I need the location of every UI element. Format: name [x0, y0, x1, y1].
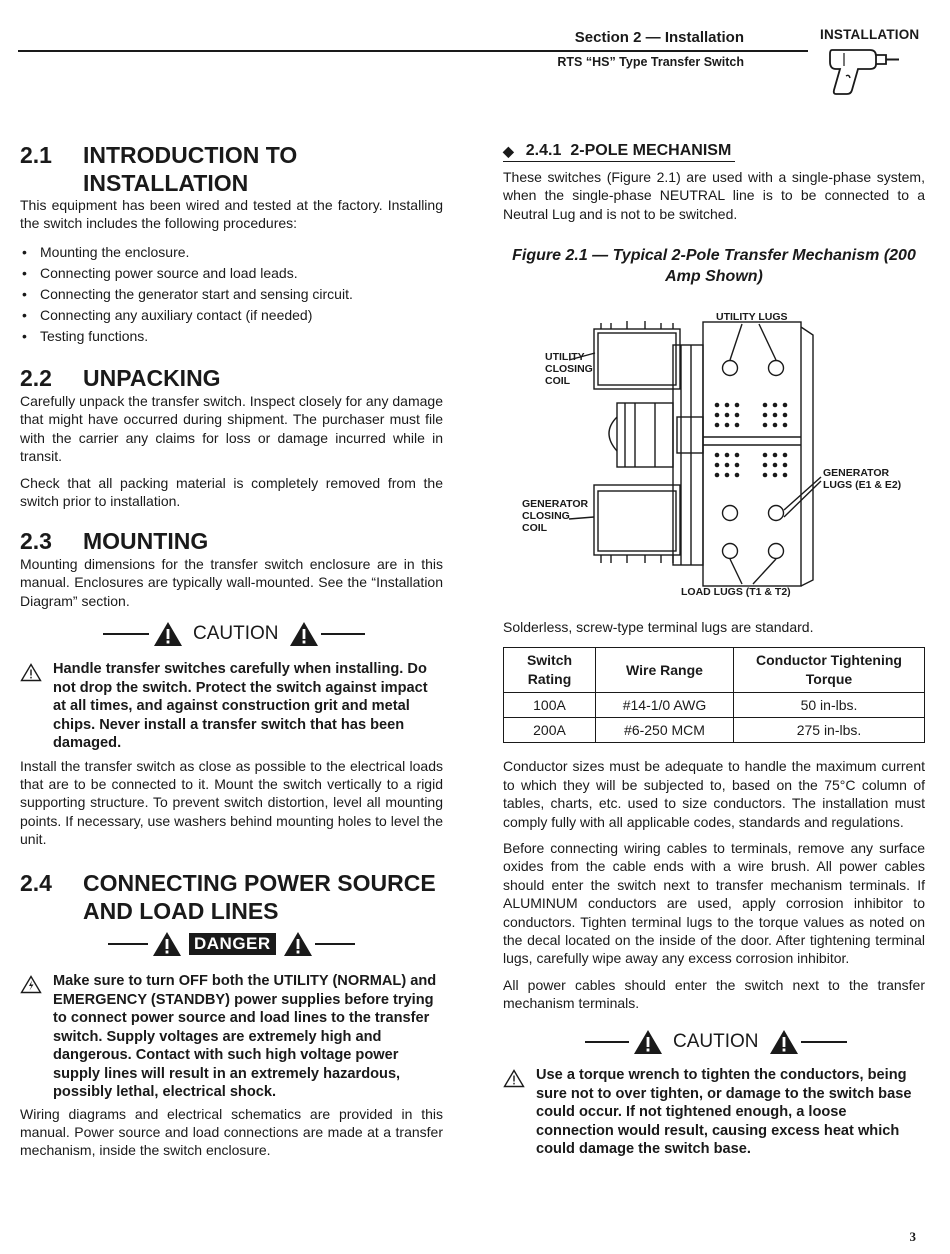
table-cell: #14-1/0 AWG — [596, 693, 734, 718]
load-lugs-label: LOAD LUGS (T1 & T2) — [681, 586, 791, 598]
warning-triangle-icon — [769, 1029, 799, 1055]
electric-hazard-icon — [20, 975, 42, 994]
table-header-row — [504, 648, 925, 693]
utility-closing-coil-label: UTILITY CLOSING COIL — [545, 351, 593, 387]
list-item: • Connecting any auxiliary contact (if needed) — [20, 305, 443, 326]
section-2-2-p1: Carefully unpack the transfer switch. Inspect closely for any damage that might have occurred during shipment. The purchaser must file with the carrier any claims for loss or damage incurred while in transit. — [20, 393, 443, 465]
table-row — [504, 718, 925, 743]
generator-closing-coil-label: GENERATOR CLOSING COIL — [522, 498, 589, 534]
diamond-bullet-icon: ◆ — [503, 142, 514, 159]
wiring-cables-paragraph: Before connecting wiring cables to terminals, remove any surface oxides from the cable ends with a wire brush. All power cables should enter the switch next to transfer mechanism terminals. If ALUMINUM conductors are used, apply corrosion inhibitor to conductors. Tighten terminal lugs to the torque values as noted on the decal located on the inside of the door. After tightening terminal lugs, carefully wipe away any excess corrosion inhibitor. — [503, 840, 925, 967]
lugs-paragraph: Solderless, screw-type terminal lugs are standard. — [503, 619, 814, 635]
caution-outline-icon — [503, 1069, 525, 1088]
section-2-4-1-heading: ◆ 2.4.1 2-POLE MECHANISM — [503, 142, 735, 162]
warning-triangle-icon — [283, 931, 313, 957]
procedure-list — [20, 242, 443, 347]
list-item: • Mounting the enclosure. — [20, 242, 443, 263]
section-2-4-1-p1: These switches (Figure 2.1) are used with a single-phase system, when the single-phase NEUTRAL line is to be connected to a Neutral Lug and is not to be switched. — [503, 169, 925, 222]
caution-banner: CAUTION — [585, 1029, 847, 1055]
section-2-4-p1: Wiring diagrams and electrical schematics are provided in this manual. Power source and load connections are made at a transfer mechanism, inside the switch enclosure. — [20, 1105, 443, 1159]
danger-banner: DANGER — [108, 931, 355, 957]
torque-caution-text: Use a torque wrench to tighten the conductors, being sure not to over tighten, or damage to the switch base could occur. If not tightened enough, a loose connection would result, causing excess heat which could damage the switch base. — [503, 1066, 925, 1159]
section-2-2-p2: Check that all packing material is completely removed from the switch prior to installation. — [20, 474, 443, 510]
drill-icon — [822, 44, 900, 98]
section-2-1-intro: This equipment has been wired and tested at the factory. Installing the switch includes the following procedures: — [20, 197, 443, 232]
table-cell: #6-250 MCM — [596, 718, 734, 743]
table-header: Switch Rating — [504, 648, 596, 693]
transfer-mechanism-drawing — [505, 305, 927, 605]
warning-triangle-icon — [152, 931, 182, 957]
table-cell: 50 in-lbs. — [734, 693, 925, 718]
section-2-3-p1: Mounting dimensions for the transfer switch enclosure are in this manual. Enclosures are typically wall-mounted. See the “Installation Diagram” section. — [20, 556, 443, 609]
page-number: 3 — [909, 1229, 916, 1244]
conductor-torque-table — [503, 647, 925, 743]
caution-banner: CAUTION — [103, 621, 365, 647]
table-cell: 275 in-lbs. — [734, 718, 925, 743]
section-2-3-heading: 2.3 MOUNTING — [20, 528, 209, 554]
mounting-caution-text: Handle transfer switches carefully when installing. Do not drop the switch. Protect the switch against impact at all times, and against construction grit and metal chips. Never install a transfer switch that has been damaged. — [20, 660, 443, 753]
table-cell: 100A — [504, 693, 596, 718]
table-header: Wire Range — [596, 648, 734, 693]
list-item: • Connecting the generator start and sensing circuit. — [20, 284, 443, 305]
conductor-size-paragraph: Conductor sizes must be adequate to handle the maximum current to which they will be subjected to, based on the 75°C column of tables, charts, etc. used to size conductors. The installation must comply fully with all applicable codes, standards and regulations. — [503, 758, 925, 830]
list-item: • Testing functions. — [20, 326, 443, 347]
warning-triangle-icon — [289, 621, 319, 647]
header-subtitle: RTS “HS” Type Transfer Switch — [557, 55, 744, 69]
section-2-2-heading: 2.2 UNPACKING — [20, 365, 221, 391]
installation-badge: INSTALLATION — [820, 27, 920, 42]
header-section: Section 2 — Installation — [574, 29, 744, 46]
warning-triangle-icon — [153, 621, 183, 647]
danger-warning-text: Make sure to turn OFF both the UTILITY (NORMAL) and EMERGENCY (STANDBY) power supplies before trying to connect power source and load lines to the transfer switch. Supply voltages are extremely high and dangerous. Contact with such high voltage power supply lines will result in an extremely hazardous, possibly lethal, electrical shock. — [20, 972, 443, 1102]
utility-lugs-label: UTILITY LUGS — [716, 311, 788, 323]
caution-outline-icon — [20, 663, 42, 682]
table-header: Conductor Tightening Torque — [734, 648, 925, 693]
figure-2-1-diagram — [505, 305, 927, 605]
table-row — [504, 693, 925, 718]
generator-lugs-label: GENERATOR LUGS (E1 & E2) — [823, 467, 902, 491]
table-cell: 200A — [504, 718, 596, 743]
list-item: • Connecting power source and load leads. — [20, 263, 443, 284]
power-cables-paragraph: All power cables should enter the switch next to the transfer mechanism terminals. — [503, 976, 925, 1012]
warning-triangle-icon — [633, 1029, 663, 1055]
header-rule — [18, 50, 808, 52]
section-2-3-p2: Install the transfer switch as close as possible to the electrical loads that are to be connected to it. Mount the switch vertically to a rigid supporting structure. To prevent switch distortion, level all mounting points. If necessary, use washers behind mounting holes to level the unit. — [20, 757, 443, 848]
section-2-1 — [20, 141, 443, 197]
section-2-1-heading: 2.1 INTRODUCTION TO INSTALLATION — [20, 142, 298, 196]
figure-caption: Figure 2.1 — Typical 2-Pole Transfer Mechanism (200 Amp Shown) — [512, 247, 916, 286]
section-2-4-heading: 2.4 CONNECTING POWER SOURCE AND LOAD LINES — [20, 870, 436, 924]
